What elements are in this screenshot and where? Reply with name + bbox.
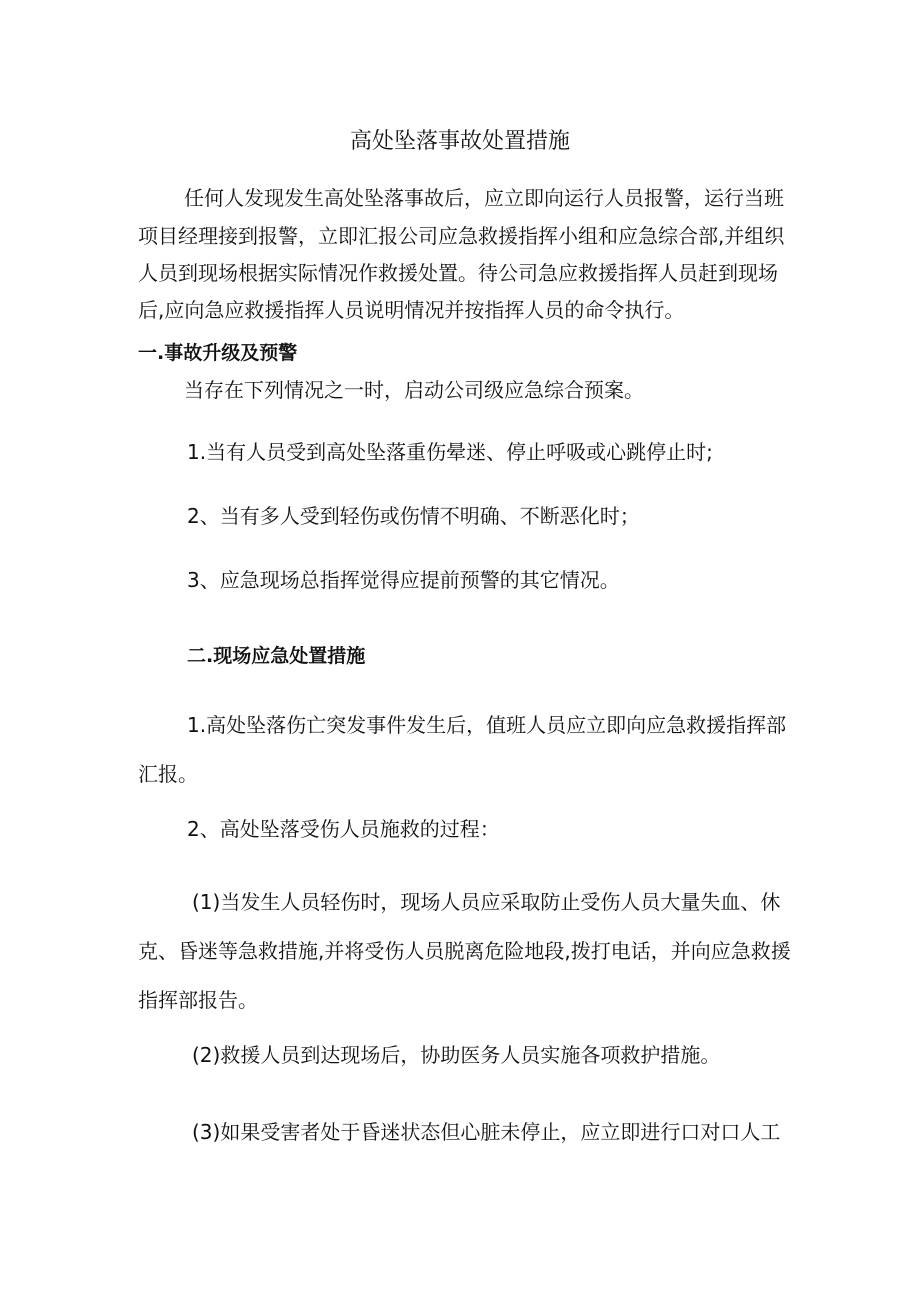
section2-p4: (2)救援人员到达现场后，协助医务人员实施各项救护措施。 xyxy=(192,1043,721,1067)
section1-heading: 一.事故升级及预警 xyxy=(138,342,298,364)
section2-p2: 2、高处坠落受伤人员施救的过程： xyxy=(187,817,500,841)
section2-p1-line-2: 汇报。 xyxy=(138,762,198,786)
section2-p3-line-3: 指挥部报告。 xyxy=(138,988,258,1012)
section2-p3-line-1: (1)当发生人员轻伤时，现场人员应采取防止受伤人员大量失血、休 xyxy=(192,890,781,914)
section2-p5: (3)如果受害者处于昏迷状态但心脏未停止，应立即进行口对口人工 xyxy=(192,1120,781,1144)
section1-lead: 当存在下列情况之一时，启动公司级应急综合预案。 xyxy=(184,378,644,402)
section2-heading: 二.现场应急处置措施 xyxy=(187,645,366,667)
section1-item-3: 3、应急现场总指挥觉得应提前预警的其它情况。 xyxy=(187,568,620,592)
section1-item-1: 1.当有人员受到高处坠落重伤晕迷、停止呼吸或心跳停止时; xyxy=(187,440,713,464)
intro-line-2: 项目经理接到报警，立即汇报公司应急救援指挥小组和应急综合部,并组织 xyxy=(138,224,785,248)
intro-line-3: 人员到现场根据实际情况作救援处置。待公司急应救援指挥人员赶到现场 xyxy=(138,261,778,285)
section1-item-2: 2、当有多人受到轻伤或伤情不明确、不断恶化时； xyxy=(187,504,640,528)
document-title: 高处坠落事故处置措施 xyxy=(349,129,570,154)
intro-line-4: 后,应向急应救援指挥人员说明情况并按指挥人员的命令执行。 xyxy=(138,298,685,322)
intro-line-1: 任何人发现发生高处坠落事故后，应立即向运行人员报警，运行当班 xyxy=(184,186,784,210)
section2-p1-line-1: 1.高处坠落伤亡突发事件发生后，值班人员应立即向应急救援指挥部 xyxy=(187,713,787,737)
section2-p3-line-2: 克、昏迷等急救措施,并将受伤人员脱离危险地段,拨打电话，并向应急救援 xyxy=(138,939,791,963)
